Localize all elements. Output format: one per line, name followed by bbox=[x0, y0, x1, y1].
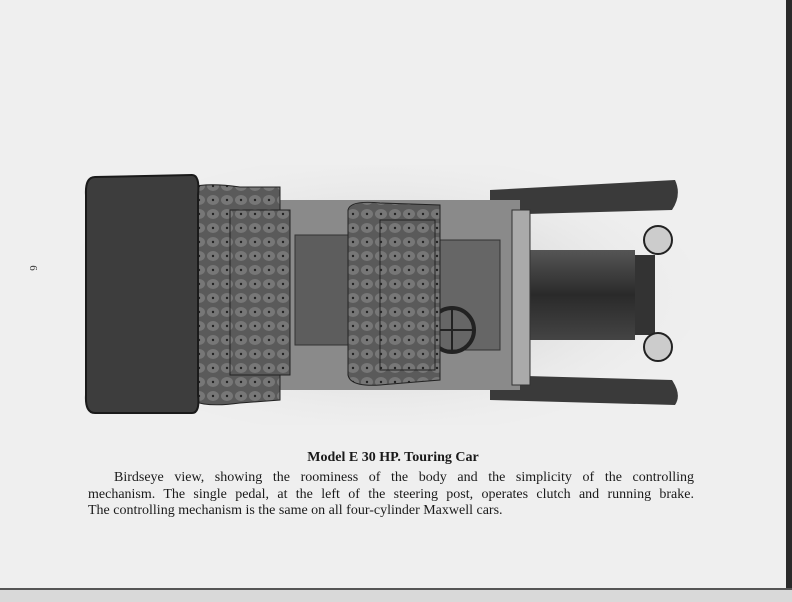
car-birdseye-illustration bbox=[80, 165, 690, 425]
figure-caption-title: Model E 30 HP. Touring Car bbox=[307, 450, 479, 465]
figure-caption-body bbox=[88, 470, 694, 520]
caption-line: The controlling mechanism is the same on all four-cylinder Maxwell cars. bbox=[88, 503, 503, 518]
page-number: 6 bbox=[26, 265, 39, 271]
caption-line: Birdseye view, showing the roominess of the body and the simplicity of the controlling bbox=[114, 470, 694, 485]
caption-line: mechanism. The single pedal, at the left of the steering post, operates clutch and running brake. bbox=[88, 486, 694, 502]
page-edge bbox=[786, 0, 792, 600]
